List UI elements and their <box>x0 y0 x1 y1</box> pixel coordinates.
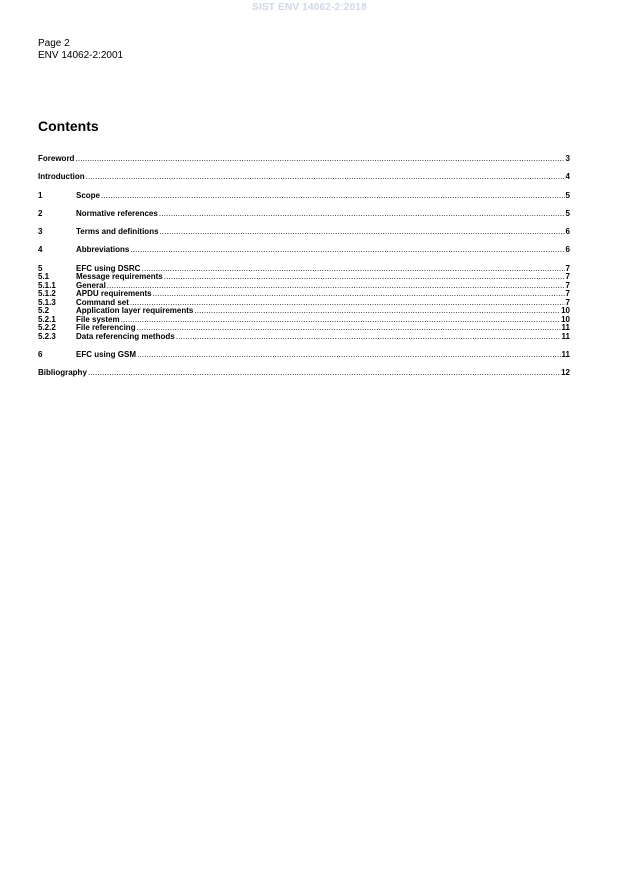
toc-title: Application layer requirements <box>76 306 194 316</box>
toc-leader <box>194 307 560 316</box>
toc-page: 7 <box>565 297 570 307</box>
toc-number: 5.2.3 <box>38 331 56 341</box>
toc-entry[interactable] <box>38 333 570 342</box>
toc-entry[interactable] <box>38 228 570 237</box>
toc-entry[interactable] <box>38 155 570 164</box>
toc-entry[interactable] <box>38 210 570 219</box>
toc-entry[interactable] <box>38 351 570 360</box>
toc-page: 12 <box>561 368 570 378</box>
toc-leader <box>121 316 561 325</box>
toc-number: 2 <box>38 208 43 218</box>
toc-leader <box>88 369 560 378</box>
toc-leader <box>75 155 564 164</box>
toc-leader <box>164 273 565 282</box>
toc-title: Data referencing methods <box>76 331 175 341</box>
toc-leader <box>101 192 565 201</box>
toc-entry[interactable] <box>38 192 570 201</box>
toc-number: 5.1.3 <box>38 297 56 307</box>
toc-page: 10 <box>561 306 570 316</box>
toc-number: 5 <box>38 263 43 273</box>
toc-title: Abbreviations <box>76 245 130 255</box>
toc-page: 7 <box>565 280 570 290</box>
toc-entry[interactable] <box>38 369 570 378</box>
toc-leader <box>107 282 565 291</box>
toc-page: 11 <box>561 331 570 341</box>
toc-title: Introduction <box>38 172 85 182</box>
toc-page: 7 <box>565 272 570 282</box>
toc-leader <box>130 299 565 308</box>
toc-leader <box>176 333 561 342</box>
toc-entry[interactable] <box>38 173 570 182</box>
toc-leader <box>159 210 565 219</box>
toc-entry[interactable] <box>38 273 570 282</box>
toc-number: 5.1.1 <box>38 280 56 290</box>
toc-page: 10 <box>561 314 570 324</box>
toc-title: APDU requirements <box>76 289 152 299</box>
toc-number: 5.2 <box>38 306 50 316</box>
toc-entry[interactable] <box>38 246 570 255</box>
toc-page: 6 <box>565 227 570 237</box>
toc-page: 4 <box>565 172 570 182</box>
toc-title: Normative references <box>76 208 158 218</box>
toc-title: File referencing <box>76 323 136 333</box>
toc-number: 5.1.2 <box>38 289 56 299</box>
toc-leader <box>86 173 565 182</box>
toc-title: Command set <box>76 297 129 307</box>
toc-leader <box>141 265 564 274</box>
toc-number: 5.1 <box>38 272 50 282</box>
page-number: Page 2 <box>38 38 70 49</box>
document-id: ENV 14062-2:2001 <box>38 50 124 61</box>
table-of-contents <box>38 155 570 378</box>
toc-number: 4 <box>38 245 43 255</box>
toc-page: 5 <box>565 208 570 218</box>
toc-title: General <box>76 280 106 290</box>
toc-page: 7 <box>565 289 570 299</box>
toc-title: Foreword <box>38 154 75 163</box>
toc-page: 11 <box>561 350 570 360</box>
toc-title: File system <box>76 314 120 324</box>
toc-title: Message requirements <box>76 272 163 282</box>
toc-leader <box>130 246 564 255</box>
toc-page: 6 <box>565 245 570 255</box>
toc-title: EFC using GSM <box>76 350 136 360</box>
toc-number: 5.2.2 <box>38 323 56 333</box>
toc-page: 3 <box>565 154 570 163</box>
toc-leader <box>160 228 565 237</box>
toc-title: Bibliography <box>38 368 87 378</box>
contents-heading: Contents <box>38 118 99 134</box>
page-header <box>38 38 123 62</box>
toc-title: Scope <box>76 190 101 200</box>
toc-leader <box>137 351 561 360</box>
toc-number: 5.2.1 <box>38 314 56 324</box>
toc-leader <box>153 290 565 299</box>
toc-title: EFC using DSRC <box>76 263 141 273</box>
toc-number: 1 <box>38 190 43 200</box>
toc-page: 11 <box>561 323 570 333</box>
toc-title: Terms and definitions <box>76 227 159 237</box>
toc-page: 7 <box>565 263 570 273</box>
toc-number: 6 <box>38 350 43 360</box>
toc-page: 5 <box>565 190 570 200</box>
toc-leader <box>137 324 561 333</box>
watermark: SIST ENV 14062-2:2018 <box>252 2 367 13</box>
toc-number: 3 <box>38 227 43 237</box>
